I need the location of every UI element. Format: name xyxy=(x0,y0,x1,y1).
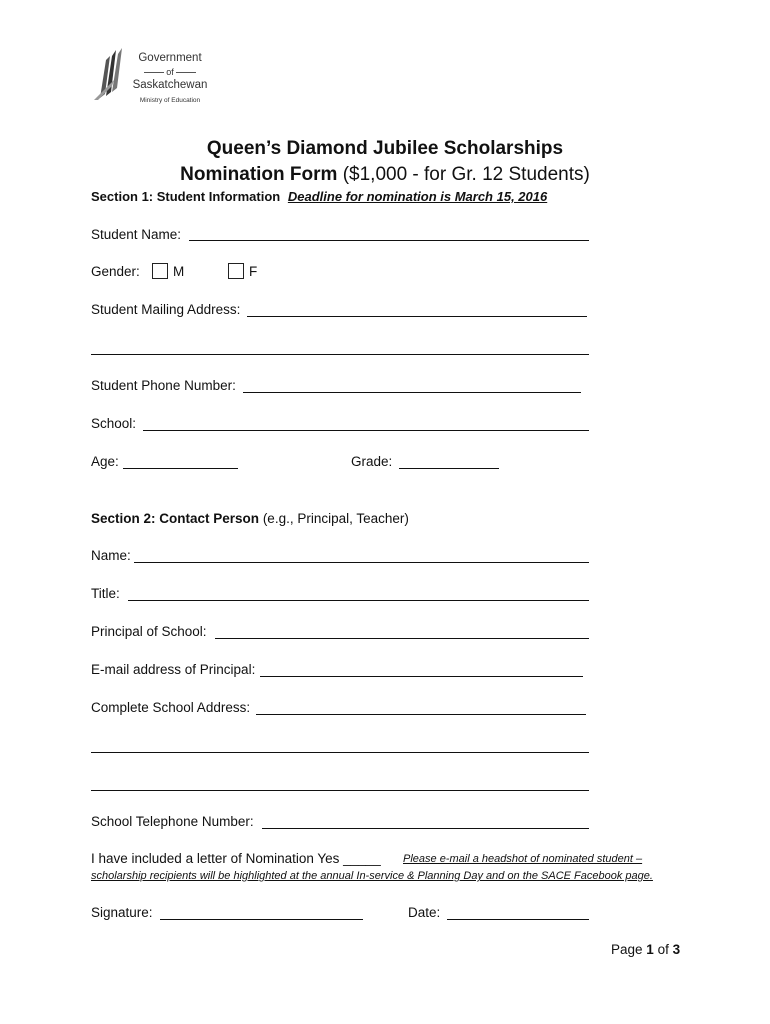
gender-female-label: F xyxy=(249,264,258,279)
form-subtitle-rest: ($1,000 - for Gr. 12 Students) xyxy=(342,164,590,185)
mailing-address-field-2[interactable] xyxy=(91,354,589,355)
phone-label: Student Phone Number: xyxy=(91,378,236,393)
age-field[interactable] xyxy=(123,468,238,469)
page-prefix: Page xyxy=(611,942,643,957)
school-telephone-field[interactable] xyxy=(262,828,589,829)
mailing-address-field[interactable] xyxy=(247,316,587,317)
page-number xyxy=(611,942,680,957)
logo-government: Government xyxy=(138,52,202,64)
student-name-label: Student Name: xyxy=(91,227,182,242)
gender-male-checkbox[interactable] xyxy=(152,263,168,279)
grade-label: Grade: xyxy=(351,454,393,469)
date-field[interactable] xyxy=(447,919,589,920)
gender-male-label: M xyxy=(173,264,185,279)
section1-heading xyxy=(91,189,547,204)
logo-of-text: of xyxy=(166,67,174,77)
gender-female-checkbox[interactable] xyxy=(228,263,244,279)
page-title: Queen’s Diamond Jubilee Scholarships xyxy=(206,138,564,159)
logo-ministry: Ministry of Education xyxy=(139,97,201,104)
school-address-label: Complete School Address: xyxy=(91,700,251,715)
deadline-text: Deadline for nomination is March 15, 2016 xyxy=(287,189,548,204)
contact-name-field[interactable] xyxy=(134,562,589,563)
gender-label: Gender: xyxy=(91,264,140,279)
signature-label: Signature: xyxy=(91,905,153,920)
mailing-address-label: Student Mailing Address: xyxy=(91,302,241,317)
principal-email-label: E-mail address of Principal: xyxy=(91,662,256,677)
contact-name-label: Name: xyxy=(91,548,131,563)
logo-of xyxy=(130,67,210,77)
page-current: 1 xyxy=(646,942,654,957)
page-of: of xyxy=(657,942,669,957)
page-total: 3 xyxy=(672,942,681,957)
school-address-field[interactable] xyxy=(256,714,586,715)
section2-heading xyxy=(91,511,409,526)
school-telephone-label: School Telephone Number: xyxy=(91,814,254,829)
headshot-note-a: Please e-mail a headshot of nominated student – xyxy=(403,853,643,865)
grade-field[interactable] xyxy=(399,468,499,469)
saskatchewan-logo-icon xyxy=(92,46,128,102)
age-label: Age: xyxy=(91,454,119,469)
form-subtitle-bold: Nomination Form xyxy=(180,164,338,185)
logo-saskatchewan: Saskatchewan xyxy=(132,79,208,91)
section2-subtitle: (e.g., Principal, Teacher) xyxy=(262,511,409,526)
contact-title-field[interactable] xyxy=(128,600,589,601)
school-address-field-3[interactable] xyxy=(91,790,589,791)
student-name-field[interactable] xyxy=(189,240,589,241)
section2-title: Section 2: Contact Person xyxy=(91,511,260,526)
contact-title-label: Title: xyxy=(91,586,120,601)
phone-field[interactable] xyxy=(243,392,581,393)
nomination-letter-text: I have included a letter of Nomination Yes _____ xyxy=(91,851,381,866)
signature-field[interactable] xyxy=(160,919,363,920)
form-subtitle xyxy=(0,164,770,186)
principal-label: Principal of School: xyxy=(91,624,207,639)
school-label: School: xyxy=(91,416,137,431)
principal-email-field[interactable] xyxy=(260,676,583,677)
government-logo xyxy=(92,46,212,118)
date-label: Date: xyxy=(408,905,441,920)
school-address-field-2[interactable] xyxy=(91,752,589,753)
school-field[interactable] xyxy=(143,430,589,431)
headshot-note-b: scholarship recipients will be highlighted at the annual In-service & Planning Day and on the SACE Facebook page. xyxy=(91,870,653,882)
principal-field[interactable] xyxy=(215,638,589,639)
section1-title: Section 1: Student Information xyxy=(91,189,281,204)
